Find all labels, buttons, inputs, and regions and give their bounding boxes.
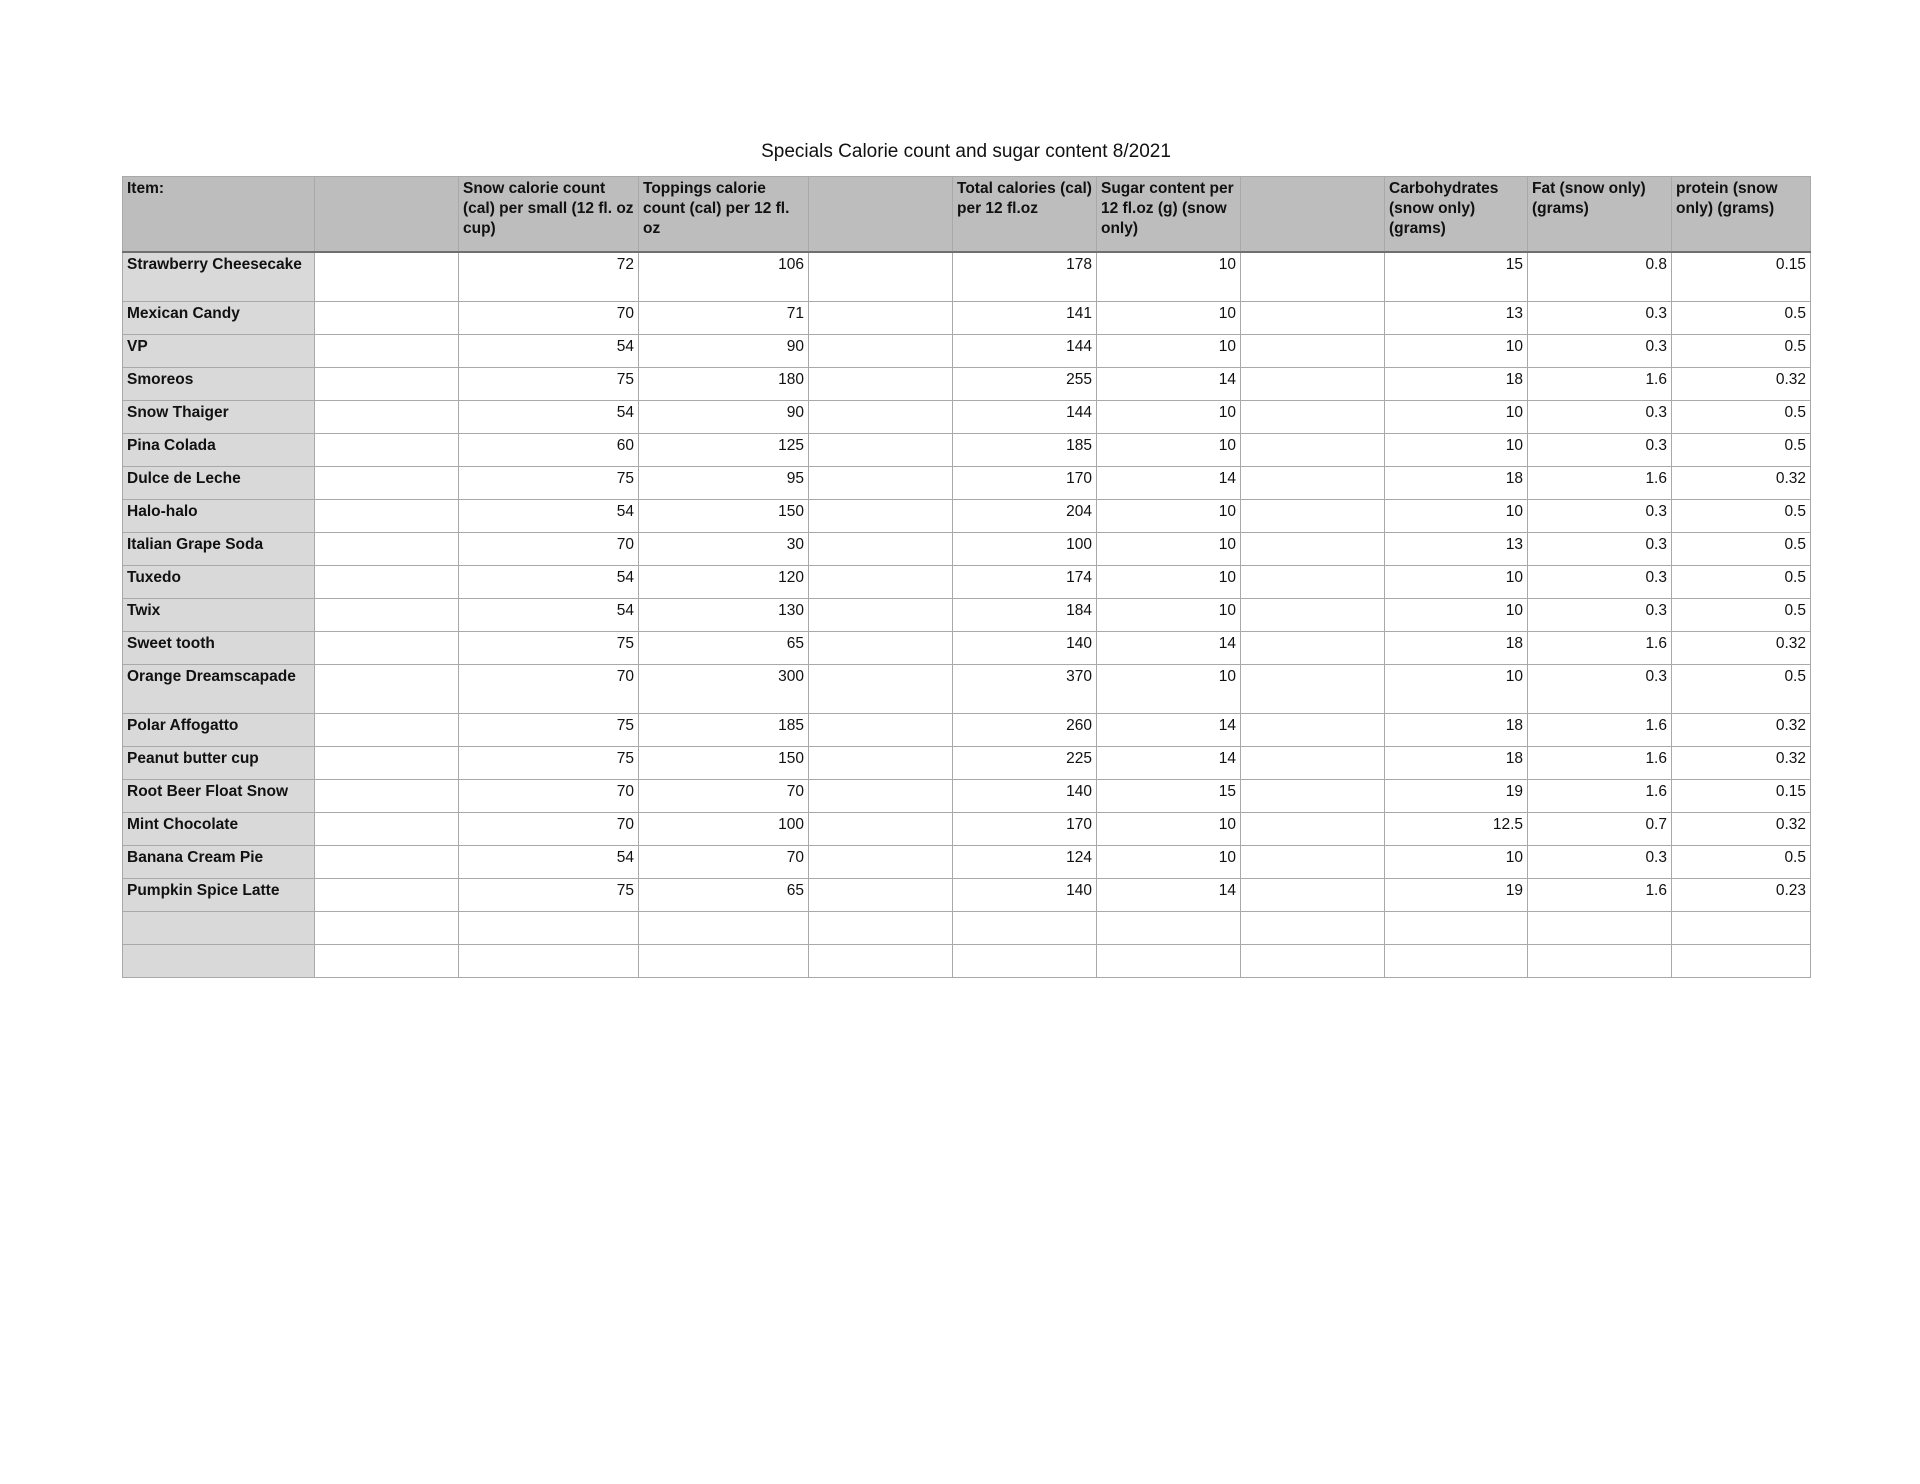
- protein-cell[interactable]: 0.5: [1672, 302, 1811, 335]
- toppings-calories-cell[interactable]: 100: [639, 813, 809, 846]
- empty-cell[interactable]: [459, 912, 639, 945]
- item-cell[interactable]: Strawberry Cheesecake: [123, 252, 315, 302]
- blank-cell[interactable]: [1241, 401, 1385, 434]
- fat-cell[interactable]: 0.8: [1528, 252, 1672, 302]
- blank-cell[interactable]: [315, 813, 459, 846]
- table-row: [123, 252, 1811, 302]
- toppings-calories-cell[interactable]: 120: [639, 566, 809, 599]
- protein-cell[interactable]: 0.32: [1672, 813, 1811, 846]
- toppings-calories-cell[interactable]: 70: [639, 846, 809, 879]
- snow-calories-cell[interactable]: 70: [459, 780, 639, 813]
- empty-cell[interactable]: [1385, 945, 1528, 978]
- total-calories-cell[interactable]: 144: [953, 335, 1097, 368]
- toppings-calories-cell[interactable]: 90: [639, 401, 809, 434]
- item-cell[interactable]: Banana Cream Pie: [123, 846, 315, 879]
- snow-calories-cell[interactable]: 70: [459, 813, 639, 846]
- fat-cell[interactable]: 0.3: [1528, 302, 1672, 335]
- blank-cell[interactable]: [1241, 665, 1385, 714]
- total-calories-cell[interactable]: 184: [953, 599, 1097, 632]
- carbohydrates-cell[interactable]: 18: [1385, 632, 1528, 665]
- snow-calories-cell[interactable]: 54: [459, 500, 639, 533]
- blank-cell[interactable]: [809, 813, 953, 846]
- empty-cell[interactable]: [1241, 945, 1385, 978]
- snow-calories-cell[interactable]: 75: [459, 368, 639, 401]
- fat-cell[interactable]: 0.3: [1528, 599, 1672, 632]
- snow-calories-cell[interactable]: 72: [459, 252, 639, 302]
- sugar-cell[interactable]: 15: [1097, 780, 1241, 813]
- carbohydrates-cell[interactable]: 10: [1385, 500, 1528, 533]
- table-row: [123, 533, 1811, 566]
- empty-cell[interactable]: [809, 945, 953, 978]
- blank-cell[interactable]: [1241, 467, 1385, 500]
- blank-cell[interactable]: [1241, 714, 1385, 747]
- empty-cell[interactable]: [953, 912, 1097, 945]
- item-cell[interactable]: Polar Affogatto: [123, 714, 315, 747]
- table-row: [123, 401, 1811, 434]
- carbohydrates-cell[interactable]: 10: [1385, 599, 1528, 632]
- fat-cell[interactable]: 0.3: [1528, 533, 1672, 566]
- table-row: [123, 846, 1811, 879]
- blank-cell[interactable]: [315, 467, 459, 500]
- empty-cell[interactable]: [315, 912, 459, 945]
- protein-cell[interactable]: 0.5: [1672, 500, 1811, 533]
- carbohydrates-cell[interactable]: 18: [1385, 368, 1528, 401]
- table-row: [123, 665, 1811, 714]
- blank-cell[interactable]: [1241, 434, 1385, 467]
- total-calories-cell[interactable]: 100: [953, 533, 1097, 566]
- item-cell[interactable]: VP: [123, 335, 315, 368]
- snow-calories-cell[interactable]: 60: [459, 434, 639, 467]
- carbohydrates-cell[interactable]: 10: [1385, 335, 1528, 368]
- snow-calories-cell[interactable]: 75: [459, 632, 639, 665]
- blank-cell[interactable]: [809, 401, 953, 434]
- toppings-calories-cell[interactable]: 70: [639, 780, 809, 813]
- total-calories-cell[interactable]: 124: [953, 846, 1097, 879]
- table-row: [123, 599, 1811, 632]
- sugar-cell[interactable]: 10: [1097, 401, 1241, 434]
- carbohydrates-cell[interactable]: 10: [1385, 401, 1528, 434]
- blank-cell[interactable]: [809, 566, 953, 599]
- header-blank[interactable]: [1241, 177, 1385, 253]
- header-carbohydrates[interactable]: Carbohydrates (snow only) (grams): [1385, 177, 1528, 253]
- snow-calories-cell[interactable]: 54: [459, 846, 639, 879]
- fat-cell[interactable]: 1.6: [1528, 780, 1672, 813]
- fat-cell[interactable]: 0.3: [1528, 566, 1672, 599]
- empty-cell[interactable]: [123, 912, 315, 945]
- snow-calories-cell[interactable]: 54: [459, 335, 639, 368]
- header-blank[interactable]: [315, 177, 459, 253]
- total-calories-cell[interactable]: 170: [953, 467, 1097, 500]
- protein-cell[interactable]: 0.15: [1672, 252, 1811, 302]
- blank-cell[interactable]: [809, 879, 953, 912]
- snow-calories-cell[interactable]: 75: [459, 879, 639, 912]
- blank-cell[interactable]: [315, 500, 459, 533]
- empty-cell[interactable]: [639, 945, 809, 978]
- blank-cell[interactable]: [1241, 566, 1385, 599]
- header-row: [123, 177, 1811, 253]
- protein-cell[interactable]: 0.5: [1672, 434, 1811, 467]
- empty-cell[interactable]: [809, 912, 953, 945]
- blank-cell[interactable]: [1241, 780, 1385, 813]
- snow-calories-cell[interactable]: 54: [459, 566, 639, 599]
- blank-cell[interactable]: [809, 747, 953, 780]
- protein-cell[interactable]: 0.5: [1672, 401, 1811, 434]
- carbohydrates-cell[interactable]: 10: [1385, 846, 1528, 879]
- header-toppings-calories[interactable]: Toppings calorie count (cal) per 12 fl. oz: [639, 177, 809, 253]
- blank-cell[interactable]: [1241, 632, 1385, 665]
- blank-cell[interactable]: [809, 467, 953, 500]
- table-row: [123, 467, 1811, 500]
- toppings-calories-cell[interactable]: 30: [639, 533, 809, 566]
- blank-cell[interactable]: [315, 401, 459, 434]
- empty-cell[interactable]: [315, 945, 459, 978]
- table-row: [123, 714, 1811, 747]
- sugar-cell[interactable]: 10: [1097, 533, 1241, 566]
- blank-cell[interactable]: [315, 665, 459, 714]
- protein-cell[interactable]: 0.5: [1672, 665, 1811, 714]
- blank-cell[interactable]: [315, 302, 459, 335]
- empty-cell[interactable]: [1385, 912, 1528, 945]
- empty-cell[interactable]: [1528, 945, 1672, 978]
- total-calories-cell[interactable]: 140: [953, 780, 1097, 813]
- sugar-cell[interactable]: 10: [1097, 434, 1241, 467]
- blank-cell[interactable]: [1241, 302, 1385, 335]
- fat-cell[interactable]: 0.3: [1528, 500, 1672, 533]
- nutrition-table: [122, 176, 1811, 978]
- blank-cell[interactable]: [315, 252, 459, 302]
- fat-cell[interactable]: 1.6: [1528, 747, 1672, 780]
- header-total-calories[interactable]: Total calories (cal) per 12 fl.oz: [953, 177, 1097, 253]
- carbohydrates-cell[interactable]: 18: [1385, 467, 1528, 500]
- protein-cell[interactable]: 0.5: [1672, 533, 1811, 566]
- toppings-calories-cell[interactable]: 150: [639, 747, 809, 780]
- toppings-calories-cell[interactable]: 90: [639, 335, 809, 368]
- blank-cell[interactable]: [809, 846, 953, 879]
- sugar-cell[interactable]: 10: [1097, 566, 1241, 599]
- blank-cell[interactable]: [315, 533, 459, 566]
- protein-cell[interactable]: 0.32: [1672, 368, 1811, 401]
- empty-cell[interactable]: [1097, 945, 1241, 978]
- total-calories-cell[interactable]: 141: [953, 302, 1097, 335]
- blank-cell[interactable]: [1241, 252, 1385, 302]
- sugar-cell[interactable]: 14: [1097, 368, 1241, 401]
- empty-row: [123, 945, 1811, 978]
- header-sugar[interactable]: Sugar content per 12 fl.oz (g) (snow only): [1097, 177, 1241, 253]
- sugar-cell[interactable]: 10: [1097, 665, 1241, 714]
- total-calories-cell[interactable]: 140: [953, 632, 1097, 665]
- item-cell[interactable]: Twix: [123, 599, 315, 632]
- item-cell[interactable]: Peanut butter cup: [123, 747, 315, 780]
- header-snow-calories[interactable]: Snow calorie count (cal) per small (12 fl. oz cup): [459, 177, 639, 253]
- empty-cell[interactable]: [1241, 912, 1385, 945]
- fat-cell[interactable]: 0.3: [1528, 846, 1672, 879]
- item-cell[interactable]: Mexican Candy: [123, 302, 315, 335]
- protein-cell[interactable]: 0.23: [1672, 879, 1811, 912]
- empty-cell[interactable]: [953, 945, 1097, 978]
- empty-row: [123, 912, 1811, 945]
- sugar-cell[interactable]: 10: [1097, 500, 1241, 533]
- fat-cell[interactable]: 1.6: [1528, 368, 1672, 401]
- blank-cell[interactable]: [1241, 747, 1385, 780]
- blank-cell[interactable]: [315, 434, 459, 467]
- carbohydrates-cell[interactable]: 13: [1385, 302, 1528, 335]
- carbohydrates-cell[interactable]: 18: [1385, 747, 1528, 780]
- protein-cell[interactable]: 0.32: [1672, 747, 1811, 780]
- blank-cell[interactable]: [809, 434, 953, 467]
- blank-cell[interactable]: [315, 780, 459, 813]
- snow-calories-cell[interactable]: 75: [459, 467, 639, 500]
- protein-cell[interactable]: 0.5: [1672, 599, 1811, 632]
- protein-cell[interactable]: 0.15: [1672, 780, 1811, 813]
- snow-calories-cell[interactable]: 75: [459, 747, 639, 780]
- blank-cell[interactable]: [315, 632, 459, 665]
- fat-cell[interactable]: 0.7: [1528, 813, 1672, 846]
- table-row: [123, 632, 1811, 665]
- fat-cell[interactable]: 0.3: [1528, 401, 1672, 434]
- blank-cell[interactable]: [1241, 500, 1385, 533]
- blank-cell[interactable]: [1241, 368, 1385, 401]
- blank-cell[interactable]: [809, 632, 953, 665]
- blank-cell[interactable]: [315, 879, 459, 912]
- blank-cell[interactable]: [1241, 813, 1385, 846]
- blank-cell[interactable]: [315, 714, 459, 747]
- total-calories-cell[interactable]: 225: [953, 747, 1097, 780]
- protein-cell[interactable]: 0.5: [1672, 335, 1811, 368]
- sugar-cell[interactable]: 10: [1097, 599, 1241, 632]
- document-title: Specials Calorie count and sugar content 8/2021: [761, 141, 1171, 162]
- carbohydrates-cell[interactable]: 15: [1385, 252, 1528, 302]
- fat-cell[interactable]: 1.6: [1528, 714, 1672, 747]
- carbohydrates-cell[interactable]: 19: [1385, 780, 1528, 813]
- item-cell[interactable]: Pumpkin Spice Latte: [123, 879, 315, 912]
- sugar-cell[interactable]: 10: [1097, 335, 1241, 368]
- blank-cell[interactable]: [315, 747, 459, 780]
- sugar-cell[interactable]: 14: [1097, 714, 1241, 747]
- sugar-cell[interactable]: 10: [1097, 302, 1241, 335]
- table-row: [123, 434, 1811, 467]
- empty-cell[interactable]: [459, 945, 639, 978]
- total-calories-cell[interactable]: 260: [953, 714, 1097, 747]
- toppings-calories-cell[interactable]: 130: [639, 599, 809, 632]
- carbohydrates-cell[interactable]: 18: [1385, 714, 1528, 747]
- blank-cell[interactable]: [809, 533, 953, 566]
- table-row: [123, 368, 1811, 401]
- empty-cell[interactable]: [1097, 912, 1241, 945]
- sugar-cell[interactable]: 14: [1097, 632, 1241, 665]
- item-cell[interactable]: Halo-halo: [123, 500, 315, 533]
- sugar-cell[interactable]: 10: [1097, 252, 1241, 302]
- header-item[interactable]: Item:: [123, 177, 315, 253]
- blank-cell[interactable]: [1241, 879, 1385, 912]
- blank-cell[interactable]: [1241, 335, 1385, 368]
- table-row: [123, 302, 1811, 335]
- total-calories-cell[interactable]: 174: [953, 566, 1097, 599]
- header-fat[interactable]: Fat (snow only) (grams): [1528, 177, 1672, 253]
- table-row: [123, 566, 1811, 599]
- item-cell[interactable]: Pina Colada: [123, 434, 315, 467]
- item-cell[interactable]: Root Beer Float Snow: [123, 780, 315, 813]
- toppings-calories-cell[interactable]: 71: [639, 302, 809, 335]
- blank-cell[interactable]: [315, 335, 459, 368]
- total-calories-cell[interactable]: 255: [953, 368, 1097, 401]
- snow-calories-cell[interactable]: 54: [459, 401, 639, 434]
- header-protein[interactable]: protein (snow only) (grams): [1672, 177, 1811, 253]
- total-calories-cell[interactable]: 170: [953, 813, 1097, 846]
- empty-cell[interactable]: [123, 945, 315, 978]
- blank-cell[interactable]: [809, 714, 953, 747]
- blank-cell[interactable]: [809, 252, 953, 302]
- toppings-calories-cell[interactable]: 65: [639, 879, 809, 912]
- sugar-cell[interactable]: 14: [1097, 467, 1241, 500]
- blank-cell[interactable]: [1241, 846, 1385, 879]
- empty-cell[interactable]: [1672, 945, 1811, 978]
- blank-cell[interactable]: [809, 599, 953, 632]
- table-body: [123, 252, 1811, 978]
- blank-cell[interactable]: [1241, 599, 1385, 632]
- toppings-calories-cell[interactable]: 125: [639, 434, 809, 467]
- item-cell[interactable]: Smoreos: [123, 368, 315, 401]
- blank-cell[interactable]: [809, 780, 953, 813]
- toppings-calories-cell[interactable]: 106: [639, 252, 809, 302]
- empty-cell[interactable]: [1672, 912, 1811, 945]
- table-row: [123, 780, 1811, 813]
- table-row: [123, 335, 1811, 368]
- toppings-calories-cell[interactable]: 150: [639, 500, 809, 533]
- blank-cell[interactable]: [315, 599, 459, 632]
- item-cell[interactable]: Tuxedo: [123, 566, 315, 599]
- toppings-calories-cell[interactable]: 65: [639, 632, 809, 665]
- carbohydrates-cell[interactable]: 10: [1385, 665, 1528, 714]
- total-calories-cell[interactable]: 204: [953, 500, 1097, 533]
- carbohydrates-cell[interactable]: 19: [1385, 879, 1528, 912]
- total-calories-cell[interactable]: 144: [953, 401, 1097, 434]
- blank-cell[interactable]: [809, 500, 953, 533]
- blank-cell[interactable]: [1241, 533, 1385, 566]
- protein-cell[interactable]: 0.32: [1672, 632, 1811, 665]
- table-row: [123, 879, 1811, 912]
- empty-cell[interactable]: [639, 912, 809, 945]
- table-row: [123, 500, 1811, 533]
- carbohydrates-cell[interactable]: 13: [1385, 533, 1528, 566]
- fat-cell[interactable]: 1.6: [1528, 467, 1672, 500]
- sugar-cell[interactable]: 14: [1097, 879, 1241, 912]
- sugar-cell[interactable]: 14: [1097, 747, 1241, 780]
- blank-cell[interactable]: [315, 846, 459, 879]
- total-calories-cell[interactable]: 178: [953, 252, 1097, 302]
- total-calories-cell[interactable]: 140: [953, 879, 1097, 912]
- toppings-calories-cell[interactable]: 300: [639, 665, 809, 714]
- item-cell[interactable]: Dulce de Leche: [123, 467, 315, 500]
- protein-cell[interactable]: 0.32: [1672, 714, 1811, 747]
- fat-cell[interactable]: 1.6: [1528, 632, 1672, 665]
- header-blank[interactable]: [809, 177, 953, 253]
- snow-calories-cell[interactable]: 70: [459, 533, 639, 566]
- table-row: [123, 747, 1811, 780]
- protein-cell[interactable]: 0.5: [1672, 566, 1811, 599]
- blank-cell[interactable]: [809, 302, 953, 335]
- empty-cell[interactable]: [1528, 912, 1672, 945]
- table-row: [123, 813, 1811, 846]
- carbohydrates-cell[interactable]: 10: [1385, 566, 1528, 599]
- total-calories-cell[interactable]: 370: [953, 665, 1097, 714]
- item-cell[interactable]: Sweet tooth: [123, 632, 315, 665]
- sugar-cell[interactable]: 10: [1097, 813, 1241, 846]
- total-calories-cell[interactable]: 185: [953, 434, 1097, 467]
- fat-cell[interactable]: 0.3: [1528, 665, 1672, 714]
- item-cell[interactable]: Snow Thaiger: [123, 401, 315, 434]
- carbohydrates-cell[interactable]: 12.5: [1385, 813, 1528, 846]
- snow-calories-cell[interactable]: 54: [459, 599, 639, 632]
- protein-cell[interactable]: 0.5: [1672, 846, 1811, 879]
- blank-cell[interactable]: [809, 665, 953, 714]
- blank-cell[interactable]: [809, 368, 953, 401]
- blank-cell[interactable]: [809, 335, 953, 368]
- snow-calories-cell[interactable]: 70: [459, 665, 639, 714]
- toppings-calories-cell[interactable]: 185: [639, 714, 809, 747]
- fat-cell[interactable]: 0.3: [1528, 335, 1672, 368]
- carbohydrates-cell[interactable]: 10: [1385, 434, 1528, 467]
- snow-calories-cell[interactable]: 75: [459, 714, 639, 747]
- protein-cell[interactable]: 0.32: [1672, 467, 1811, 500]
- item-cell[interactable]: Mint Chocolate: [123, 813, 315, 846]
- fat-cell[interactable]: 0.3: [1528, 434, 1672, 467]
- snow-calories-cell[interactable]: 70: [459, 302, 639, 335]
- item-cell[interactable]: Orange Dreamscapade: [123, 665, 315, 714]
- blank-cell[interactable]: [315, 368, 459, 401]
- blank-cell[interactable]: [315, 566, 459, 599]
- item-cell[interactable]: Italian Grape Soda: [123, 533, 315, 566]
- sugar-cell[interactable]: 10: [1097, 846, 1241, 879]
- fat-cell[interactable]: 1.6: [1528, 879, 1672, 912]
- toppings-calories-cell[interactable]: 95: [639, 467, 809, 500]
- toppings-calories-cell[interactable]: 180: [639, 368, 809, 401]
